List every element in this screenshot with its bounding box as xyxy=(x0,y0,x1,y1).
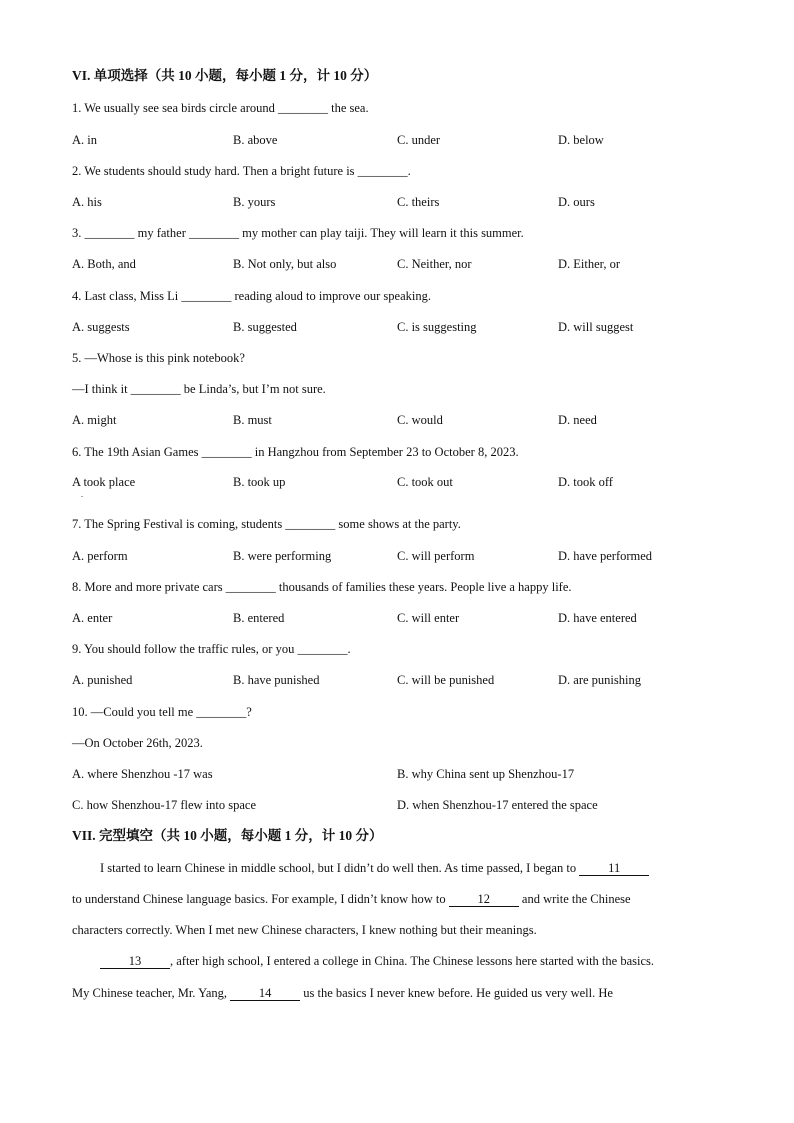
question-7-option-a: A. perform xyxy=(72,549,128,563)
question-4-stem: 4. Last class, Miss Li ________ reading aloud to improve our speaking. xyxy=(72,289,431,303)
question-7-option-d: D. have performed xyxy=(558,549,653,563)
question-10-option-a: A. where Shenzhou -17 was xyxy=(72,767,213,781)
question-5-option-a: A. might xyxy=(72,413,117,427)
cloze-line-1 xyxy=(72,860,722,876)
cloze-line-2 xyxy=(72,891,722,907)
question-9-option-b: B. have punished xyxy=(233,673,320,687)
cloze-line-5 xyxy=(72,985,722,1001)
question-5-stem: 5. —Whose is this pink notebook? xyxy=(72,351,245,365)
question-2-option-b: B. yours xyxy=(233,195,276,209)
question-6-option-d: D. took off xyxy=(558,475,613,489)
cloze-text: I started to learn Chinese in middle school, but I didn’t do well then. As time passed, I began to xyxy=(100,861,580,875)
question-4-option-b: B. suggested xyxy=(233,320,297,334)
question-10-option-d: D. when Shenzhou-17 entered the space xyxy=(397,798,598,812)
section-6-title: VI. 单项选择（共 10 小题，每小题 1 分，计 10 分） xyxy=(72,68,378,83)
cloze-line-3: characters correctly. When I met new Chinese characters, I knew nothing but their meanings. xyxy=(72,923,537,937)
question-6-option-a: A took place xyxy=(72,475,136,489)
question-4-option-a: A. suggests xyxy=(72,320,130,334)
question-8-option-b: B. entered xyxy=(233,611,285,625)
cloze-text: , after high school, I entered a college in China. The Chinese lessons here started with the basics. xyxy=(170,954,655,968)
question-2-option-d: D. ours xyxy=(558,195,595,209)
cloze-text: My Chinese teacher, Mr. Yang, xyxy=(72,986,231,1000)
question-1-option-b: B. above xyxy=(233,133,278,147)
cloze-blank-13[interactable]: 13 xyxy=(100,954,170,969)
question-6-stem: 6. The 19th Asian Games ________ in Hangzhou from September 23 to October 8, 2023. xyxy=(72,445,519,459)
cloze-blank-14[interactable]: 14 xyxy=(230,986,300,1001)
question-3-option-d: D. Either, or xyxy=(558,257,620,271)
question-10-stem: 10. —Could you tell me ________? xyxy=(72,705,252,719)
question-8-option-a: A. enter xyxy=(72,611,113,625)
question-6-option-c: C. took out xyxy=(397,475,453,489)
question-3-option-a: A. Both, and xyxy=(72,257,136,271)
cloze-text: and write the Chinese xyxy=(518,892,631,906)
question-7-option-c: C. will perform xyxy=(397,549,475,563)
cloze-text: us the basics I never knew before. He guided us very well. He xyxy=(300,986,613,1000)
question-9-stem: 9. You should follow the traffic rules, or you ________. xyxy=(72,642,351,656)
question-10-stem-reply: —On October 26th, 2023. xyxy=(72,736,203,750)
question-8-option-c: C. will enter xyxy=(397,611,460,625)
question-3-stem: 3. ________ my father ________ my mother can play taiji. They will learn it this summer. xyxy=(72,226,524,240)
question-9-option-c: C. will be punished xyxy=(397,673,495,687)
question-9-option-a: A. punished xyxy=(72,673,133,687)
question-5-option-c: C. would xyxy=(397,413,443,427)
question-2-stem: 2. We students should study hard. Then a bright future is ________. xyxy=(72,164,411,178)
question-10-option-c: C. how Shenzhou-17 flew into space xyxy=(72,798,256,812)
question-5-stem-reply: —I think it ________ be Linda’s, but I’m not sure. xyxy=(72,382,326,396)
question-5-option-d: D. need xyxy=(558,413,597,427)
question-8-option-d: D. have entered xyxy=(558,611,637,625)
question-7-option-b: B. were performing xyxy=(233,549,332,563)
question-1-option-c: C. under xyxy=(397,133,441,147)
stray-dot: . xyxy=(81,490,83,499)
cloze-blank-12[interactable]: 12 xyxy=(449,892,519,907)
section-7-title: VII. 完型填空（共 10 小题，每小题 1 分，计 10 分） xyxy=(72,828,383,843)
question-1-option-d: D. below xyxy=(558,133,604,147)
question-8-stem: 8. More and more private cars ________ thousands of families these years. People live a happy life. xyxy=(72,580,572,594)
question-7-stem: 7. The Spring Festival is coming, students ________ some shows at the party. xyxy=(72,517,461,531)
question-5-option-b: B. must xyxy=(233,413,272,427)
cloze-line-4 xyxy=(72,953,722,969)
question-1-option-a: A. in xyxy=(72,133,97,147)
question-1-stem: 1. We usually see sea birds circle around ________ the sea. xyxy=(72,101,369,115)
question-3-option-c: C. Neither, nor xyxy=(397,257,472,271)
question-6-option-b: B. took up xyxy=(233,475,286,489)
question-9-option-d: D. are punishing xyxy=(558,673,641,687)
cloze-blank-11[interactable]: 11 xyxy=(579,861,649,876)
question-2-option-c: C. theirs xyxy=(397,195,440,209)
cloze-text: to understand Chinese language basics. For example, I didn’t know how to xyxy=(72,892,449,906)
question-4-option-c: C. is suggesting xyxy=(397,320,477,334)
question-2-option-a: A. his xyxy=(72,195,102,209)
question-3-option-b: B. Not only, but also xyxy=(233,257,337,271)
question-10-option-b: B. why China sent up Shenzhou-17 xyxy=(397,767,575,781)
question-4-option-d: D. will suggest xyxy=(558,320,634,334)
